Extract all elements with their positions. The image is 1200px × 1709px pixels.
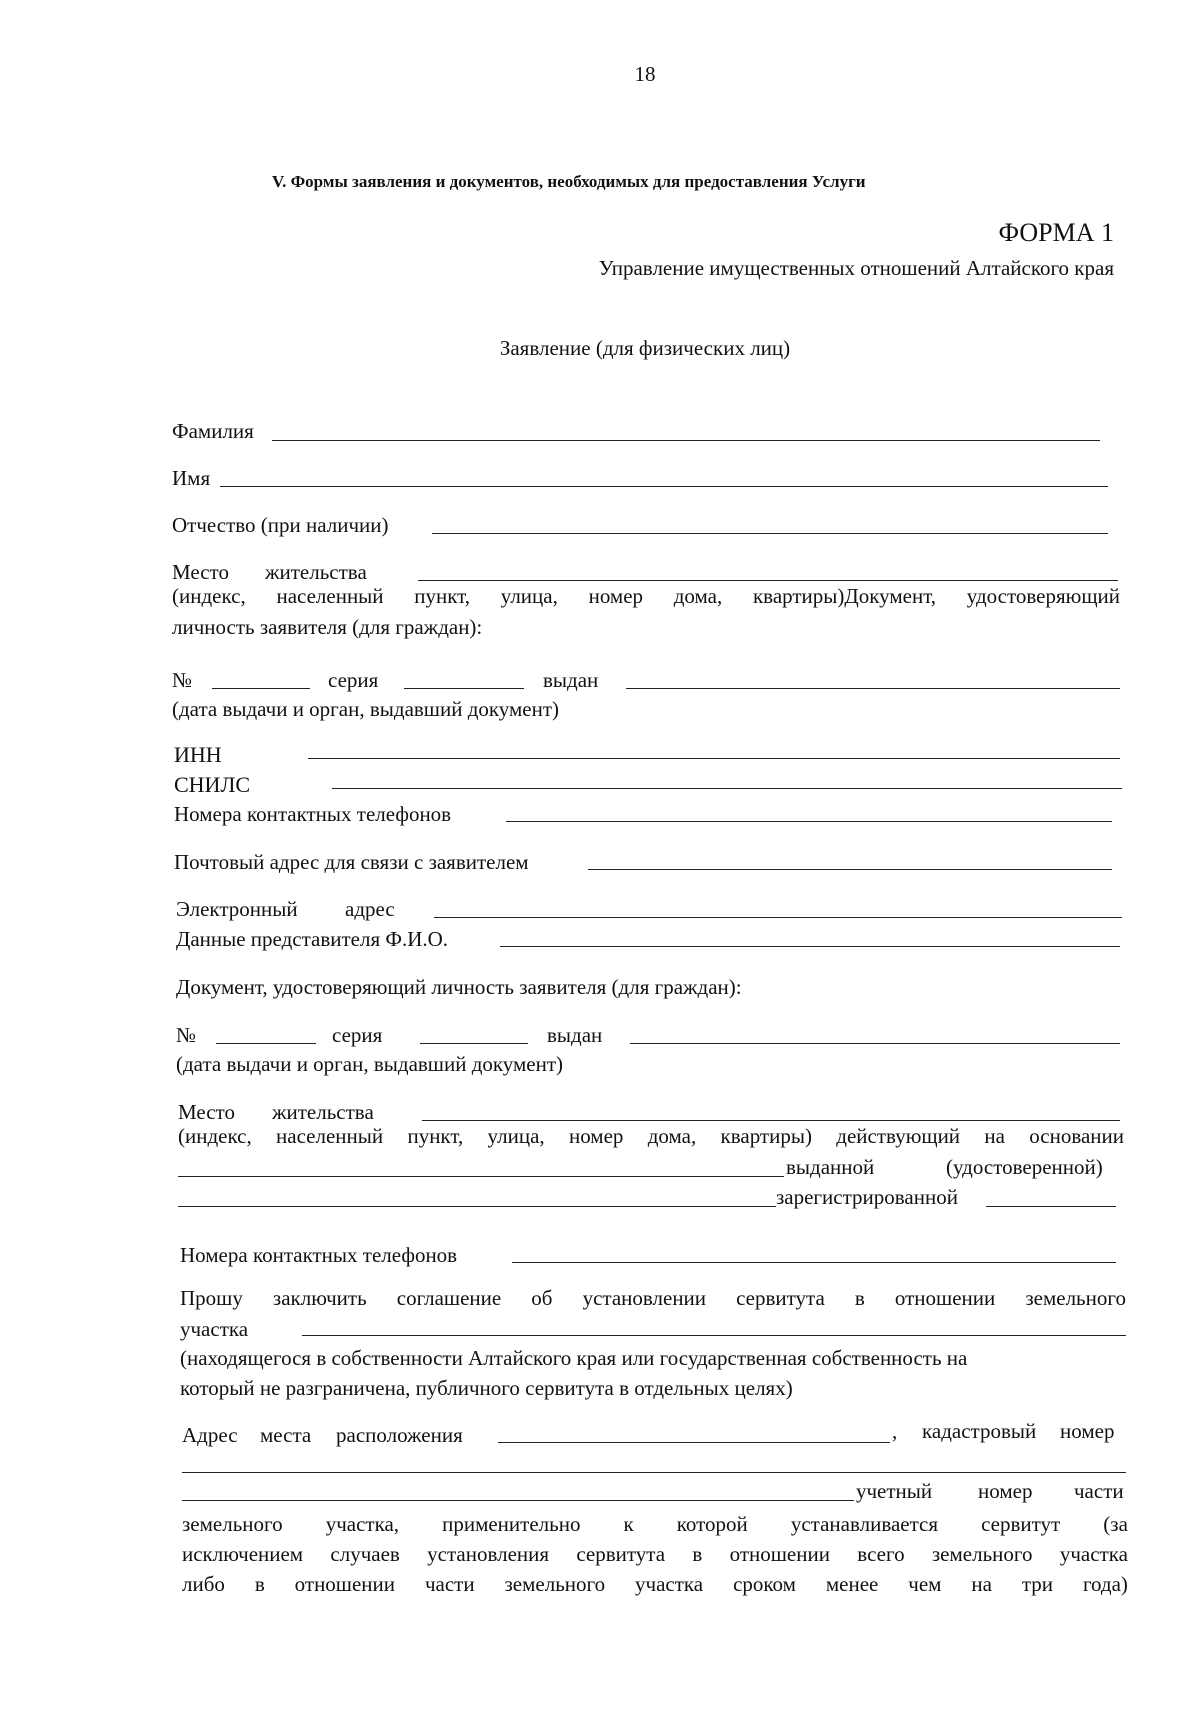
hint-word: номер [588,584,644,608]
rep-residence-hint [178,1124,1124,1149]
final-word: земельного [504,1572,606,1596]
email-label-word1: Электронный [176,897,298,921]
hint-word: пункт, [407,1124,464,1148]
doc-issued-label: выдан [543,668,599,692]
hint-word: дома, [647,1124,697,1148]
phones-field[interactable] [506,821,1112,822]
cadastral-number-field[interactable] [182,1472,1126,1473]
hint-word: населенный [276,1124,384,1148]
document-title: Заявление (для физических лиц) [499,336,791,360]
final-line2 [182,1542,1128,1567]
hint-word: удостоверяющий [966,584,1120,608]
request-word: установлении [582,1286,707,1310]
final-word: (за [1103,1512,1128,1536]
final-word: сервитут [981,1512,1061,1536]
hint-word: (индекс, [172,584,246,608]
hint-word: улица, [500,584,558,608]
rep-residence-field[interactable] [422,1120,1120,1121]
final-word: менее [825,1572,879,1596]
rep-document-label: Документ, удостоверяющий личность заявителя (для граждан): [176,975,742,999]
representative-field[interactable] [500,946,1120,947]
rep-doc-issued-field[interactable] [630,1043,1120,1044]
doc-issued-hint: (дата выдачи и орган, выдавший документ) [172,697,560,721]
account-word1: учетный [856,1479,933,1503]
page-number: 18 [634,62,656,86]
residence-field[interactable] [418,580,1118,581]
final-word: участка, [325,1512,400,1536]
hint-word: на [984,1124,1005,1148]
request-word: заключить [272,1286,367,1310]
hint-word: дома, [673,584,723,608]
form-label: ФОРМА 1 [998,218,1114,247]
hint-word: основании [1029,1124,1124,1148]
registration-field[interactable] [178,1206,776,1207]
residence-label-word2: жительства [265,560,367,584]
cadastral-comma: , [892,1419,898,1443]
final-word: чем [908,1572,942,1596]
patronymic-field[interactable] [432,533,1108,534]
doc-series-label: серия [328,668,379,692]
final-word: участка [1059,1542,1128,1566]
surname-label: Фамилия [172,419,254,443]
doc-number-field[interactable] [212,688,310,689]
final-word: части [424,1572,475,1596]
request-line4: который не разграничена, публичного сервитута в отдельных целях) [180,1376,793,1400]
rep-doc-series-field[interactable] [420,1043,528,1044]
rep-doc-issued-label: выдан [547,1023,603,1047]
cadastral-word1: кадастровый [922,1419,1037,1443]
registered-field[interactable] [986,1206,1116,1207]
final-word: исключением [182,1542,304,1566]
doc-series-field[interactable] [404,688,524,689]
request-word: отношении [894,1286,996,1310]
name-field[interactable] [220,486,1108,487]
final-word: устанавливается [790,1512,939,1536]
snils-field[interactable] [332,788,1122,789]
rep-residence-label-word1: Место [178,1100,235,1124]
location-field[interactable] [498,1442,890,1443]
rep-residence-label-word2: жительства [272,1100,374,1124]
account-word2: номер [978,1479,1033,1503]
location-label-word3: расположения [336,1423,463,1447]
hint-word: (индекс, [178,1124,252,1148]
final-word: сервитута [576,1542,666,1566]
phones-label: Номера контактных телефонов [174,802,452,826]
request-word: земельного [1025,1286,1126,1310]
rep-phones-label: Номера контактных телефонов [180,1243,458,1267]
land-plot-field[interactable] [302,1335,1126,1336]
email-label-word2: адрес [345,897,395,921]
final-word: отношении [729,1542,830,1566]
registered-word: зарегистрированной [776,1185,958,1209]
final-word: либо [182,1572,225,1596]
section-heading: V. Формы заявления и документов, необходимых для предоставления Услуги [272,172,866,191]
final-word: сроком [733,1572,796,1596]
request-line1 [180,1286,1126,1311]
final-word: года) [1082,1572,1128,1596]
certified-word: (удостоверенной) [946,1155,1103,1179]
hint-word: пункт, [414,584,471,608]
residence-hint-line2: личность заявителя (для граждан): [172,615,483,639]
final-word: участка [635,1572,704,1596]
rep-doc-number-field[interactable] [216,1043,316,1044]
snils-label: СНИЛС [174,772,251,797]
request-word: Прошу [180,1286,243,1310]
final-word: всего [857,1542,905,1566]
authority-name: Управление имущественных отношений Алтайского края [598,256,1114,280]
final-word: отношении [294,1572,396,1596]
doc-number-label: № [172,668,193,692]
patronymic-label: Отчество (при наличии) [172,513,389,537]
hint-word: действующий [836,1124,961,1148]
hint-word: квартиры)Документ, [752,584,937,608]
hint-word: квартиры) [720,1124,812,1148]
final-line3 [182,1572,1128,1597]
final-word: случаев [330,1542,400,1566]
final-line1 [182,1512,1128,1537]
hint-word: номер [568,1124,624,1148]
final-word: к [623,1512,634,1536]
request-word: сервитута [736,1286,825,1310]
account-word3: части [1074,1479,1124,1503]
final-word: которой [676,1512,748,1536]
representative-label: Данные представителя Ф.И.О. [176,927,449,951]
location-label-word2: места [260,1423,312,1447]
final-word: применительно [442,1512,581,1536]
rep-doc-number-label: № [176,1023,197,1047]
location-label-word1: Адрес [182,1423,238,1447]
postal-address-field[interactable] [588,869,1112,870]
final-word: в [692,1542,703,1566]
hint-word: населенный [276,584,384,608]
final-word: земельного [182,1512,283,1536]
request-word: об [531,1286,553,1310]
request-word: в [854,1286,865,1310]
rep-doc-series-label: серия [332,1023,383,1047]
final-word: три [1021,1572,1054,1596]
request-line3: (находящегося в собственности Алтайского края или государственная собственность на [180,1346,968,1370]
residence-hint-line1 [172,584,1120,609]
doc-issued-field[interactable] [626,688,1120,689]
cadastral-word2: номер [1060,1419,1115,1443]
account-number-field[interactable] [182,1500,854,1501]
request-word: соглашение [396,1286,502,1310]
residence-label-word1: Место [172,560,229,584]
final-word: земельного [931,1542,1033,1566]
name-label: Имя [172,466,211,490]
final-word: в [254,1572,265,1596]
postal-address-label: Почтовый адрес для связи с заявителем [174,850,529,874]
hint-word: улица, [487,1124,545,1148]
email-field[interactable] [434,917,1122,918]
final-word: установления [427,1542,550,1566]
surname-field[interactable] [272,440,1100,441]
authority-document-field[interactable] [178,1176,784,1177]
rep-phones-field[interactable] [512,1262,1116,1263]
final-word: на [971,1572,992,1596]
inn-label: ИНН [174,742,222,767]
rep-doc-issued-hint: (дата выдачи и орган, выдавший документ) [176,1052,564,1076]
inn-field[interactable] [308,758,1120,759]
issued-word: выданной [786,1155,875,1179]
request-line2: участка [180,1317,249,1341]
